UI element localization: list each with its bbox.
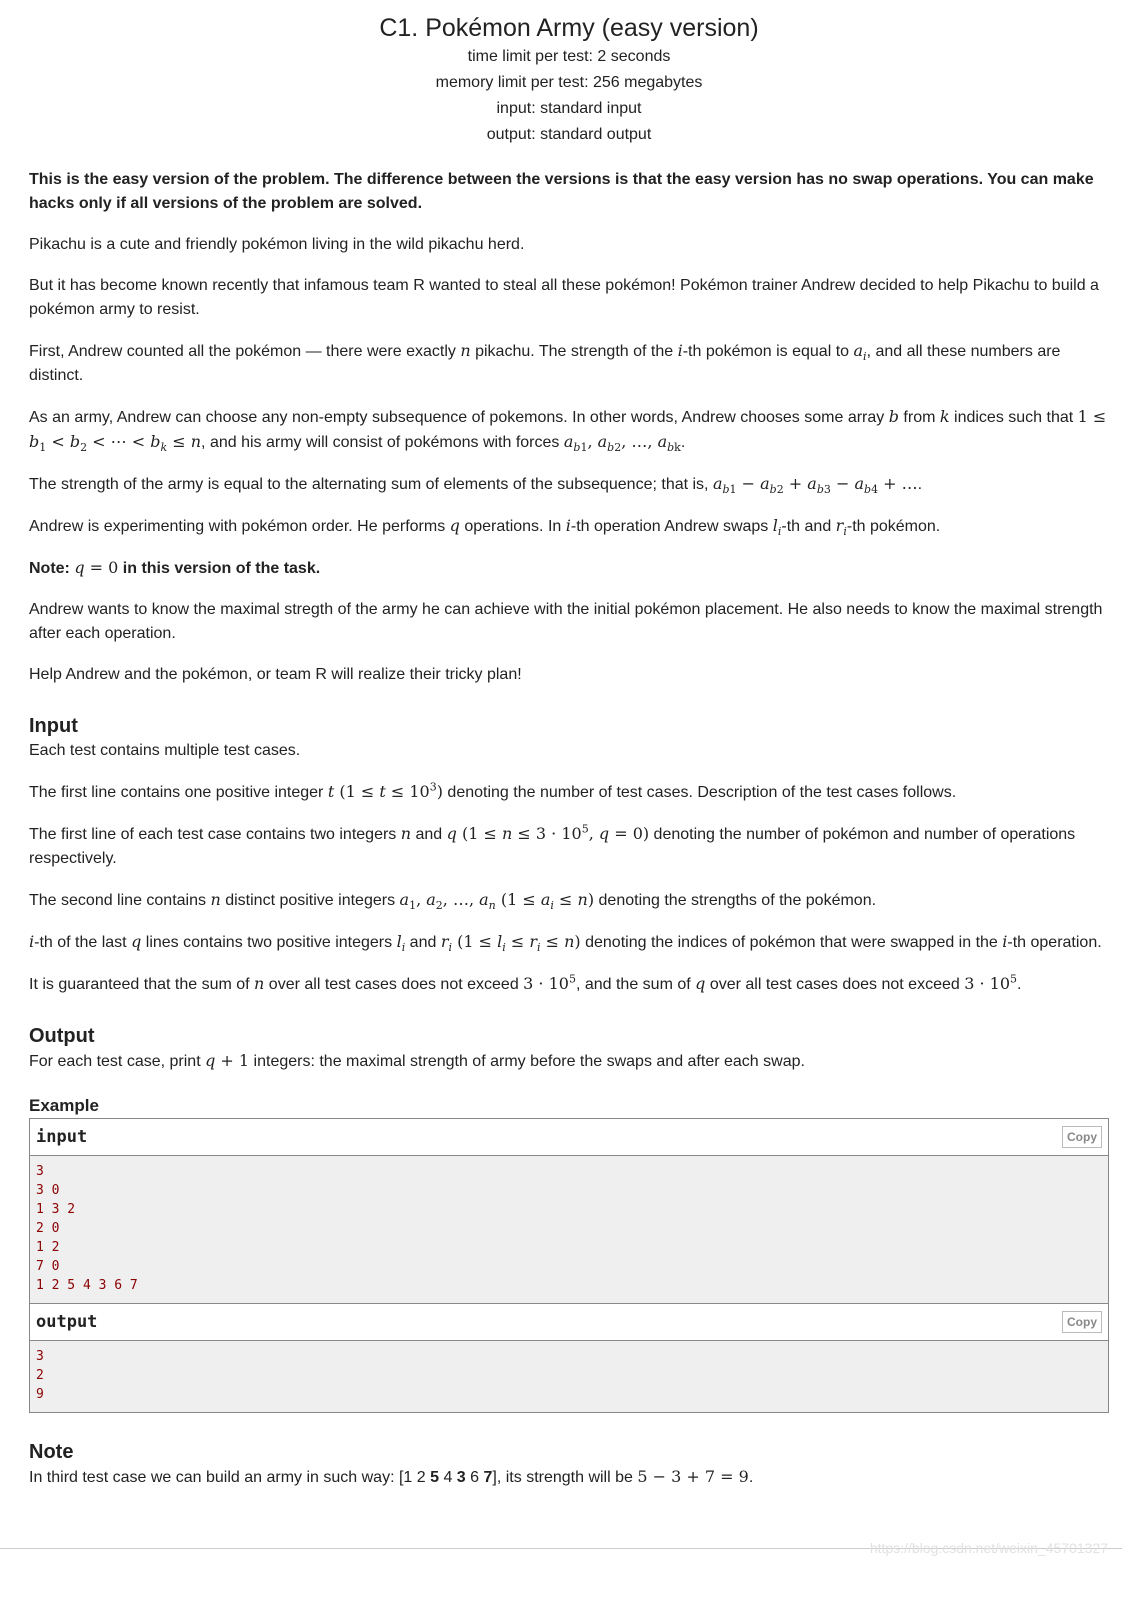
input-paragraph: The first line contains one positive integer t $(1 \le t \le 10^3)$ denoting the number of test cases. Description of the test cases follows. xyxy=(29,780,957,801)
output-section xyxy=(29,1023,1109,1074)
input-heading: Input xyxy=(29,715,78,737)
example-output-label: output xyxy=(36,1312,98,1332)
memory-limit: memory limit per test: 256 megabytes xyxy=(435,74,703,91)
watermark: https://blog.csdn.net/weixin_45701327 xyxy=(869,1540,1108,1556)
input-section xyxy=(29,713,1109,997)
example-section xyxy=(29,1094,1109,1413)
input-paragraph: i-th of the last q lines contains two positive integers $l_i$ and $r_i$ $(1 \le l_i \le r_i \le n)$ denoting the indices of pokémon that were swapped in the i-th operation. xyxy=(29,932,1102,955)
copy-input-button[interactable]: Copy xyxy=(1062,1126,1102,1148)
example-input-label: input xyxy=(36,1127,88,1147)
example-output-header xyxy=(30,1304,1108,1341)
input-spec: input: standard input xyxy=(496,100,642,117)
note-heading: Note xyxy=(29,1441,74,1463)
example-input-content[interactable]: 3 3 0 1 3 2 2 0 1 2 7 0 1 2 5 4 3 6 7 xyxy=(30,1156,1108,1303)
problem-title: C1. Pokémon Army (easy version) xyxy=(379,14,759,42)
problem-header xyxy=(29,12,1109,148)
statement-paragraph: The strength of the army is equal to the alternating sum of elements of the subsequence; that is, $a_{b1} - a_{b2} + a_{b3} - a_{b4}$ + …. xyxy=(29,474,923,497)
input-paragraph: Each test contains multiple test cases. xyxy=(29,742,301,759)
time-limit: time limit per test: 2 seconds xyxy=(467,48,671,65)
statement-paragraph: Pikachu is a cute and friendly pokémon living in the wild pikachu herd. xyxy=(29,236,525,253)
statement-paragraph: First, Andrew counted all the pokémon — there were exactly n pikachu. The strength of the i-th pokémon is equal to $a_i$, and all these numbers are distinct. xyxy=(29,341,1061,384)
example-input-box xyxy=(29,1118,1109,1304)
input-paragraph: It is guaranteed that the sum of n over all test cases does not exceed $3 \cdot 10^5$, and the sum of q over all test cases does not exceed $3 \cdot 10^5$. xyxy=(29,972,1022,993)
output-spec: output: standard output xyxy=(486,126,652,143)
problem-statement xyxy=(29,168,1109,687)
example-heading: Example xyxy=(29,1096,99,1115)
input-paragraph: The first line of each test case contains two integers n and q ($1 \le n \le 3 \cdot 10^5$, q = 0) denoting the number of pokémon and number of operations respectively. xyxy=(29,822,1076,867)
output-heading: Output xyxy=(29,1025,95,1047)
problem-page xyxy=(29,0,1109,1490)
statement-paragraph: Andrew wants to know the maximal stregth of the army he can achieve with the initial pokémon placement. He also needs to know the maximal strength after each operation. xyxy=(29,601,1103,642)
copy-output-button[interactable]: Copy xyxy=(1062,1311,1102,1333)
input-paragraph: The second line contains n distinct positive integers $a_1$, $a_2$, …, $a_n$ $(1 \le a_i \le n)$ denoting the strengths of the pokémon. xyxy=(29,890,877,913)
example-output-content[interactable]: 3 2 9 xyxy=(30,1341,1108,1412)
statement-paragraph: Help Andrew and the pokémon, or team R will realize their tricky plan! xyxy=(29,666,522,683)
example-output-box xyxy=(29,1304,1109,1413)
easy-version-notice: This is the easy version of the problem. The difference between the versions is that the easy version has no swap operations. You can make hacks only if all versions of the problem are solved. xyxy=(29,171,1094,212)
output-paragraph: For each test case, print q + 1 integers: the maximal strength of army before the swaps and after each swap. xyxy=(29,1051,805,1070)
statement-paragraph: As an army, Andrew can choose any non-empty subsequence of pokemons. In other words, Andrew chooses some array b from k indices such that $1 \le b_1 < b_2$ < ⋯ < $b_k \le n$, and his army will consist of pokémons with forces $a_{b1}$, $a_{b2}$, …, $a_{bk}$. xyxy=(29,407,1107,455)
note-section xyxy=(29,1439,1109,1490)
note-paragraph: In third test case we can build an army in such way: [1 2 5 4 3 6 7], its strength will be 5 − 3 + 7 = 9. xyxy=(29,1467,754,1486)
statement-paragraph: But it has become known recently that infamous team R wanted to steal all these pokémon! Pokémon trainer Andrew decided to help Pikachu to build a pokémon army to resist. xyxy=(29,277,1099,318)
easy-version-note: Note: q = 0 in this version of the task. xyxy=(29,558,321,577)
example-input-header xyxy=(30,1119,1108,1156)
statement-paragraph: Andrew is experimenting with pokémon order. He performs q operations. In i-th operation Andrew swaps $l_i-th$ and $r_i-th$ pokémon. xyxy=(29,516,941,539)
